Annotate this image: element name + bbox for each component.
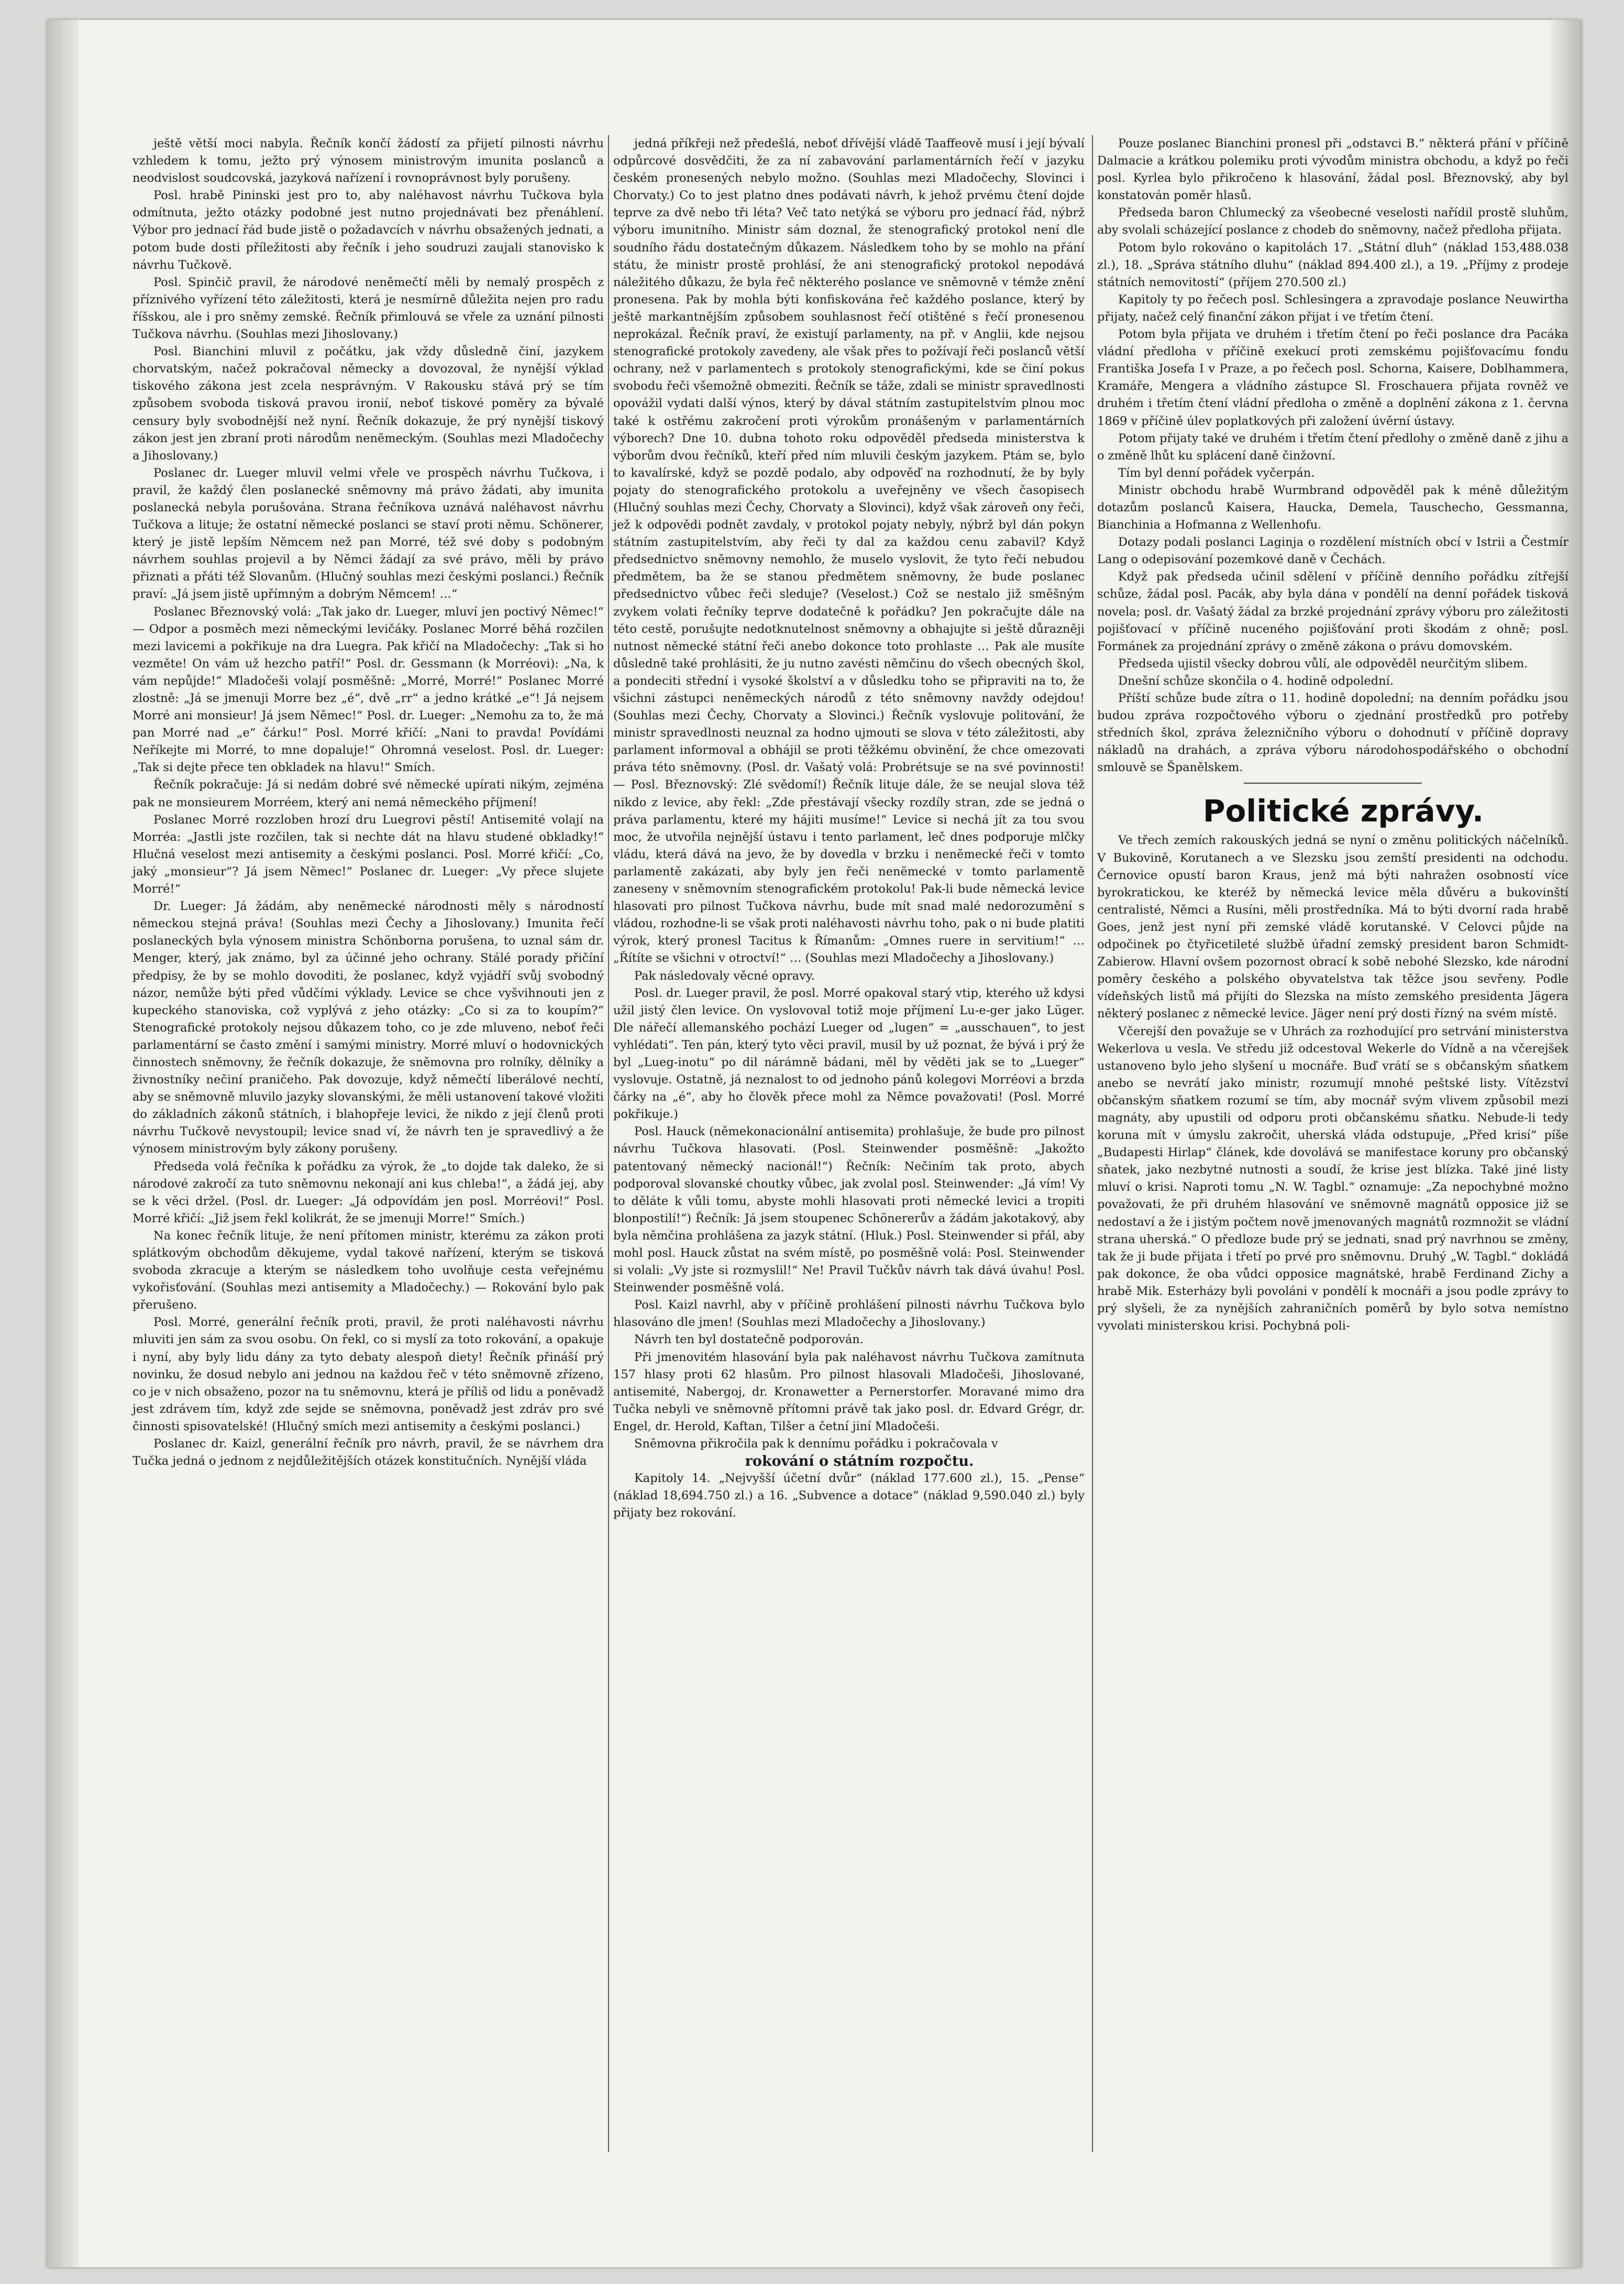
paragraph: Poslanec Březnovský volá: „Tak jako dr. Lueger, mluví jen poctivý Němec!“ — Odpor a posměch mezi německými levičáky. Poslanec Morré běhá rozčilen mezi lavicemi a pokřikuje na dra Luegra. Pak křičí na Mladočechy: „Tak si ho vezměte! On vám už hezcho patří!“ Posl. dr. Gessmann (k Morréovi): „Na, k vám nepůjde!“ Mladočeši volají posměšně: „Morré, Morré!“ Poslanec Morré zlostně: „Já se jmenuji Morre bez „é“, dvě „rr“ a jedno krátké „e“! Já nejsem Morré ani monsieur! Já jsem Němec!“ Posl. dr. Lueger: „Nemohu za to, že má pan Morré nad „e“ čárku!“ Posl. Morré křičí: „Nani to pravda! Povídámi Neříkejte mi Morré, to mne dopaluje!“ Ohromná veselost. Posl. dr. Lueger: „Tak si dejte přece ten obkladek na hlavu!“ Smích. [132, 605, 604, 775]
political-news [1097, 832, 1568, 1335]
paragraph: Posl. Hauck (němekonacionální antisemita) prohlašuje, že bude pro pilnost návrhu Tučkova hlasovati. (Posl. Steinwender posměšně: „Jakožto patentovaný německý nacionál!“) Řečník: Nečiním tak proto, abych podporoval slovanské choutky vůbec, jak zvolal posl. Steinwender: „Já vím! Vy to děláte k vůli tomu, abyste mohli hlasovati proti německé levici a tropiti blonpostilí!“) Řečník: Já jsem stoupenec Schönererův a žádám jakotakový, aby byla němčina prohlášena za jazyk státní. (Hluk.) Posl. Steinwender si přál, aby mohl posl. Hauck zůstat na svém místě, po posměšně volá: Posl. Steinwender si volali: „Vy jste si rozmyslil!“ Ne! Pravil Tučkův návrh tak dává úvahu! Posl. Steinwender posměšně volá. [613, 1125, 1085, 1295]
column-3 [1097, 135, 1568, 1335]
paragraph: Při jmenovitém hlasování byla pak naléhavost návrhu Tučkova zamítnuta 157 hlasy proti 62 hlasům. Pro pilnost hlasovali Mladočeši, Jihoslované, antisemité, Nabergoj, dr. Kronawetter a Pernerstorfer. Moravané mimo dra Tučka nebyli ve sněmovně přítomni právě tak jako posl. dr. Edvard Grégr, dr. Engel, dr. Herold, Kaftan, Tilšer a četní jiní Mladočeši. [613, 1350, 1085, 1433]
paragraph: Pak následovaly věcné opravy. [634, 969, 815, 983]
paragraph: Poslanec dr. Lueger mluvil velmi vřele ve prospěch návrhu Tučkova, i pravil, že každý člen poslanecké sněmovny má právo žádati, aby imunita poslanecká nebyla porušována. Strana řečníkova uznává naléhavost návrhu Tučkova a lituje; že ostatní německé poslanci se staví proti němu. Schönerer, který je jistě lepším Němcem než pan Morré, též své doby s podobným návrhem souhlas projevil a by Němci žádají za své právo, měli by právo přiznati a přáti též Slovanům. (Hlučný souhlas mezi českými poslanci.) Řečník praví: „Já jsem jistě upřímným a dobrým Němcem! …“ [132, 466, 604, 601]
column-rule [1092, 135, 1093, 2152]
paragraph: Potom byla přijata ve druhém i třetím čtení po řeči poslance dra Pacáka vládní předloha v příčině exekucí proti zemskému pojišťovacímu fondu Františka Josefa I v Praze, a po řečech posl. Schorna, Kaisere, Doblhammera, Kramáře, Mengera a vládního zástupce Sl. Froschauera přijata rovněž ve druhém i třetím čtení vládní předloha o změně a doplnění zákona z 1. června 1869 v příčině úlev poplatkových při založení úvěrní ústavy. [1097, 327, 1568, 428]
paragraph: Kapitoly 14. „Nejvyšší účetní dvůr“ (náklad 177.600 zl.), 15. „Pense“ (náklad 18,694.750 zl.) a 16. „Subvence a dotace“ (náklad 9,590.040 zl.) byly přijaty bez rokování. [613, 1472, 1085, 1520]
paragraph: Posl. dr. Lueger pravil, že posl. Morré opakoval starý vtip, kterého už kdysi užil jistý člen levice. On vyslovoval totiž moje příjmení Lu-e-ger jako Lüger. Dle nářečí allemanského pochází Lueger od „lugen“ = „ausschauen“, to jest vyhlédati“. Ten pán, který tyto věci pravil, musil by už poznat, že bývá i prý že byl „Lueg-inotu“ po dil nárámně bádani, měl by věděti jak se to „Lueger“ vyslovuje. Ostatně, já neznalost to od jednoho pánů kolegovi Morréovi a brzda čárky na „é“, aby ho člověk přece mohl za Němce považovati! (Posl. Morré pokřikuje.) [613, 986, 1085, 1122]
paragraph: Potom přijaty také ve druhém i třetím čtení předlohy o změně daně z jihu a o změně lhůt ku splácení daně činžovní. [1097, 431, 1568, 463]
paragraph: Poslanec Morré rozzloben hrozí dru Luegrovi pěstí! Antisemité volají na Morréa: „Jastli jste rozčilen, tak si nechte dát na hlavu studené obkladky!“ Hlučná veselost mezi antisemity a českými poslanci. Posl. Morré křičí: „Co, jaký „monsieur“? Já jsem Němec!“ Poslanec dr. Lueger: „Vy přece slujete Morré!“ [132, 812, 604, 896]
paragraph: Potom bylo rokováno o kapitolách 17. „Státní dluh“ (náklad 153,488.038 zl.), 18. „Správa státního dluhu“ (náklad 894.400 zl.), a 19. „Příjmy z prodeje státních nemovitostí“ (příjem 270.500 zl.) [1097, 240, 1568, 289]
paragraph: Návrh ten byl dostatečně podporován. [634, 1333, 864, 1347]
paragraph: Ministr obchodu hrabě Wurmbrand odpověděl pak k méně důležitým dotazům poslanců Kaisera, Haucka, Demela, Tauschecho, Gessmanna, Bianchinia a Hofmanna z Wellenhofu. [1097, 483, 1568, 532]
column-1 [132, 135, 604, 1470]
section-divider [1244, 783, 1422, 784]
column-2 [613, 135, 1085, 1522]
paragraph: Předseda volá řečníka k pořádku za výrok, že „to dojde tak daleko, že si národové zakročí za tuto sněmovnu nekonají ani kus chleba!“, a žádá jej, aby se k věci držel. (Posl. dr. Lueger: „Já odpovídám jen posl. Morréovi!“ Posl. Morré křičí: „Již jsem řekl kolikrát, že se jmenuji Morre!“ Smích.) [132, 1159, 604, 1225]
paragraph: Dotazy podali poslanci Laginja o rozdělení místních obcí v Istrii a Čestmír Lang o odepisování pozemkové daně v Čechách. [1097, 535, 1568, 567]
paragraph: Posl. Spinčič pravil, že národové neněmečtí měli by nemalý prospěch z příznivého vyřízení této záležitosti, která je nesmírně důležita nejen pro radu říšskou, ale i pro sněmy zemské. Řečník přimlouvá se vřele za uznání pilnosti Tučkova návrhu. (Souhlas mezi Jihoslovany.) [132, 275, 604, 342]
paragraph: Dnešní schůze skončila o 4. hodině odpolední. [1118, 674, 1394, 688]
paragraph: Posl. Morré, generální řečník proti, pravil, že proti naléhavosti návrhu mluviti jen sám za svou osobu. On řekl, co si myslí za toto rokování, a opakuje i nyní, aby byly lidu dány za tyto debaty alespoň diety! Řečník přináší prý novinku, že dosud nebylo ani jednou na každou řeč v této sněmovně zřízeno, co je v nich obsaženo, pozor na tu sněmovnu, která je příliš od lidu a poněvadž jest zdrávem tím, když zde sejde se sněmovna, poněvadž jest zdráv pro své činnosti spisovatelské! (Hlučný smích mezi antisemity a českými poslanci.) [132, 1315, 604, 1433]
paragraph: Předseda baron Chlumecký za všeobecné veselosti nařídil prostě sluhům, aby svolali scházející poslance z chodeb do sněmovny, načež předloha přijata. [1097, 206, 1568, 237]
paragraph: Posl. hrabě Pininski jest pro to, aby naléhavost návrhu Tučkova byla odmítnuta, ježto otázky podobné jest nutno projednávati bez přenáhlení. Výbor pro jednací řád bude jistě o požadavcích v návrhu obsažených jednati, a potom bude dosti příležitosti aby řečník i jeho soudruzi zaujali stanovisko k návrhu Tučkově. [132, 189, 604, 272]
paragraph: Předseda ujistil všecky dobrou vůlí, ale odpověděl neurčitým slibem. [1118, 656, 1528, 671]
paragraph: Dr. Lueger: Já žádám, aby nenĕmecké národnosti měly s národností německou stejná práva! (Souhlas mezi Čechy a Jihoslovany.) Imunita řečí poslaneckých byla výnosem ministra Schönborna porušena, to uznal sám dr. Menger, který, jak známo, byl za účinné jeho ochrany. Stálé porady přičíní předpisy, že by se mohlo dovoditi, že poslanec, když vyjádří svůj svobodný názor, nemůže býti před vůdčími výklady. Levice se chce vyšvihnouti jen z kupeckého stanoviska, což vyplývá z jeho otázky: „Co si za to koupím?“ Stenografické protokoly nejsou důkazem toho, co je zde mluveno, neboť řeči parlamentární se často změní i samými ministry. Morré mluví o hodovnických činnostech sněmovny, že řečník dokazuje, že sněmovna pro rolníky, dělníky a živnostníky nečiní praničeho. Pak dovozuje, když němečtí liberálové nechtí, aby se sněmovně mluvilo jazyky slovanskými, že měli ustanovení takové vložiti do základních zákonů státních, i blahopřeje levici, že nikdo z její členů proti návrhu Tučkově nevystoupil; levice snad ví, že návrh ten je spravedlivý a že výnosem ministrovým byly zákony porušeny. [132, 899, 604, 1156]
paragraph: Když pak předseda učinil sdělení v příčině denního pořádku zítřejší schůze, žádal posl. Pacák, aby byla dána v pondělí na denní pořádek tisková novela; posl. dr. Vašatý žádal za brzké projednání zprávy výboru pro záležitosti pojišťovací v příčině nuceného pojišťování proti škodám z ohně; posl. Formánek za projednání zprávy o změně zákona o právu domovském. [1097, 570, 1568, 653]
paragraph: Posl. Kaizl navrhl, aby v příčině prohlášení pilnosti návrhu Tučkova bylo hlasováno dle jmen! (Souhlas mezi Mladočechy a Jihoslovany.) [613, 1298, 1085, 1330]
paragraph: Poslanec dr. Kaizl, generální řečník pro návrh, pravil, že se návrhem dra Tučka jedná o jednom z nejdůležitějších otázek konstitučních. Nynější vláda [132, 1437, 604, 1468]
paragraph: Kapitoly ty po řečech posl. Schlesingera a zpravodaje poslance Neuwirtha přijaty, načež celý finanční zákon přijat i ve třetím čtení. [1097, 292, 1568, 324]
paragraph: rokování o státním rozpočtu. [745, 1453, 974, 1470]
paragraph: Sněmovna přikročila pak k dennímu pořádku i pokračovala v [634, 1437, 998, 1451]
scan-shadow-left [47, 20, 79, 2267]
newspaper-page [47, 20, 1582, 2267]
paragraph: ještě větší moci nabyla. Řečník končí žádostí za přijetí pilnosti návrhu vzhledem k tomu, ježto prý výnosem ministrovým imunita poslanců a neodvislost soudcovská, jazyková nařízení i rovnoprávnost byly porušeny. [132, 137, 604, 185]
parliament-report-continuation [1097, 135, 1568, 776]
paragraph: Příští schůze bude zítra o 11. hodině dopolední; na denním pořádku jsou budou zpráva rozpočtového výboru o zjednání prostředků pro potřeby středních škol, zpráva železničního výboru o dohodnutí v příčině dopravy nákladů na drahách, a zpráva výboru národohospodářského o obchodní smlouvě se Španělskem. [1097, 691, 1568, 775]
paragraph: Pouze poslanec Bianchini pronesl při „odstavci B.“ některá přání v příčině Dalmacie a krátkou polemiku proti vývodům ministra obchodu, a když po řeči posl. Kyrlea bylo přikročeno k hlasování, žádal posl. Březnovský, aby byl konstatován poměr hlasů. [1097, 137, 1568, 203]
column-rule [608, 135, 609, 2152]
paragraph: Posl. Bianchini mluvil z počátku, jak vždy důsledně činí, jazykem chorvatským, načež pokračoval německy a dovozoval, že nynější výklad tiskového zákona jest zcela nesprávným. V Rakousku stává prý se tím způsobem svoboda tisková pravou ironií, neboť tiskové poměry za bývalé censury byly svobodnější než nyní. Řečník dokazuje, že prý nynější tiskový zákon jest jen zbraní proti národům nenĕmeckým. (Souhlas mezi Mladočechy a Jihoslovany.) [132, 345, 604, 463]
paragraph: Tím byl denní pořádek vyčerpán. [1118, 466, 1315, 480]
paragraph: Ve třech zemích rakouských jedná se nyní o změnu politických náčelníků. V Bukovině, Korutanech a ve Slezsku jsou zemští presidenti na odchodu. Černovice opustí baron Kraus, jenž má býti nahražen osobností více byrokratickou, ke kteréž by německá levice měla důvěru a bukovinští centralisté, Němci a Rusíni, měli prostředníka. Má to býti dvorní rada hrabě Goes, jenž jest nyní při zemské vládě korutanské. V Celovci půjde na odpočinek po čtyřicetileté službě úřadní zemský president baron Schmidt-Zabierow. Hlavní ovšem pozornost obrací k sobě nebohé Slezsko, kde národní poměry českého a polského obyvatelstva tak těžce jsou sevřeny. Podle vídeňských listů má přijíti do Slezska na místo zemského presidenta Jägera některý poslanec z německé levice. Jäger není prý dosti řízný na svém místě. [1097, 833, 1568, 1021]
paragraph: Včerejší den považuje se v Uhrách za rozhodující pro setrvání ministerstva Wekerlova u vesla. Ve středu již odcestoval Wekerle do Vídně a na včerejšek ustanoveno bylo jeho slyšení u mocnáře. Buď vrátí se s občanským sňatkem anebo se nevrátí jako ministr, rozumují mnohé peštské listy. Vítězství občanským sňatkem rozumí se tím, aby mocnář svým vlivem způsobil mezi magnáty, aby upustili od odporu proti občanskému sňatku. Nebude-li tedy koruna mít v úmyslu zakročit, uherská vláda odstupuje, „Před krisí“ píše „Budapesti Hirlap“ článek, kde dovolává se manifestace koruny pro občanský sňatek, jako nezbytné nutnosti a soudí, že krise jest blízka. Také jiné listy mluví o krisi. Naproti tomu „N. W. Tagbl.“ oznamuje: „Za nepochybné možno považovati, že při druhém hlasování ve sněmovně magnátů opposice již se nedostaví a že i jistým počtem nově jmenovaných magnátů rozmnožit se vládní strana uherská.“ O předloze bude prý se jednati, snad prý navrhnou se změny, tak že ji bude přijata i třetí po prvé pro sněmovnu. Druhý „W. Tagbl.“ dokládá pak dokonce, že oba vůdci opposice magnátské, hrabě Ferdinand Zichy a hrabě Mik. Esterházy byli povoláni v pondělí k mocnáři a jsou podle zprávy to prý slyšeli, že za nynějších zahraničních poměrů by bylo sotva nemístno vyvolati ministerskou krisi. Pochybná poli- [1097, 1024, 1568, 1333]
paragraph: Na konec řečník lituje, že není přítomen ministr, kterému za zákon proti splátkovým obchodům děkujeme, vydal takové nařízení, kterým se tisková svoboda zkracuje a kterým se následkem toho uvolňuje cesta veřejnému vykořisťování. (Souhlas mezi antisemity a Mladočechy.) — Rokování bylo pak přerušeno. [132, 1228, 604, 1312]
section-heading: Politické zprávy. [1203, 793, 1484, 829]
paragraph: jedná příkřeji než předešlá, neboť dřívější vládě Taaffeově musí i její bývalí odpůrcové dosvědčiti, že za ní zabavování parlamentárních řečí v jazyku českém pronesených nebylo možno. (Souhlas mezi Mladočechy, Slovinci i Chorvaty.) Co to jest platno dnes podávati návrh, k jehož prvému čtení dojde teprve za dvě nebo tři léta? Več tato netýká se výboru pro jednací řád, nýbrž výboru imunitního. Ministr sám doznal, že stenografický protokol není dle soudního řádu dostatečným důkazem. Následkem toho by se mohlo na přání státu, že ministr prostě prohlásí, že ani stenografický protokol nepodává náležitého důkazu, že byla řeč některého poslance ve sněmovně v témže znění pronesena. Pak by mohla býti konfiskována řeč každého poslance, který by ještě markantnějším způsobem souhlasnost řečí otištěné s řečí pronesenou neprokázal. Řečník praví, že existují parlamenty, na př. v Anglii, kde nejsou stenografické protokoly zavedeny, ale však přes to požívají řeči poslanců větší ochrany, než v parlamentech s protokoly stenografickými, kde se činí pokus svobodu řeči všemožně obmeziti. Řečník se táže, zdali se ministr spravedlnosti opovážil vydati další výnos, který by dával státním zastupitelstvím plnou moc také k ostřému zakročení proti výrokům pronášeným v parlamentárních výborech? Dne 10. dubna tohoto roku odpověděl předseda ministerstva k výborům dvou řečníků, kteří před ním mluvili českým jazykem. Ptám se, bylo to kavalírské, když se pozdě podalo, aby odpověď na rozhodnutí, že by byly pojaty do stenografického protokolu a uveřejněny ve všech časopisech (Hlučný souhlas mezi Čechy, Chorvaty a Slovinci), když však zároveň ony řeči, jež k odpovědi podnět zavdaly, v protokol pojaty nebyly, nýbrž byl dán pokyn státním zastupitelstvím, aby řeči ty dal za každou cenu zabavil? Když předsednictvo sněmovny nemohlo, že muselo vyslovit, že tyto řeči nebudou předmětem, ba že se stanou předmětem sněmovny, že bude poslanec předsednictvo vůbec řeči sleduje? (Veselost.) Což se nestalo již směšným zvykem volati řečníky teprve dodatečně k pořádku? Jen pokračujte dále na této cestě, porušujte nedotknutelnost sněmovny a obhajujte si ještě důrazněji nutnost německé státní řeči anebo dokonce toto prohlaste … Pak ale musíte důsledně také prohlásiti, že ju nutno zavésti němčinu do všech obecných škol, a pondeciti střední i vysoké školství a v důsledku toho se připraviti na to, že všichni zástupci nenĕmeckých národů z této sněmovny navždy odejdou! (Souhlas mezi Čechy, Chorvaty a Slovinci.) Řečník vyslovuje politování, že ministr spravedlnosti neuznal za hodno ujmouti se slova v této záležitosti, aby parlament informoval a obhájil se proti těžkému obvinění, že chce omezovati práva této sněmovny. (Posl. dr. Vašatý volá: Probrétsuje se na své povinnosti! — Posl. Březnovský: Zlé svědomí!) Řečník lituje dále, že se neujal slova též nikdo z levice, aby řekl: „Zde přestávají všecky rozdíly stran, zde se jedná o práva parlamentu, které my hájiti musíme!“ Levice si nechá jít za tou svou moc, že utvořila nejnější ústavu i tento parlament, leč dnes podporuje mlčky vládu, která dává na jevo, že by dovedla v brzku i nenĕmecké řeči v tomto parlamentě zakázati, aby byly jen řeči nenĕmecké v tomto parlamentě zaneseny v sněmovním stenografickém protokolu! Pak-li bude německá levice hlasovati pro pilnost Tučkova návrhu, bude mít snad malé nedorozumění s vládou, rozhodne-li se však proti naléhavosti návrhu toho, pak o ni bude platiti výrok, který pronesl Tacitus k Římanům: „Omnes ruere in servitium!“ … „Řítíte se všichni v otroctví!“ … (Souhlas mezi Mladočechy a Jihoslovany.) [613, 137, 1085, 965]
paragraph: Řečník pokračuje: Já si nedám dobré své německé upírati nikým, zejména pak ne monsieurem Morréem, který ani nemá německého příjmení! [132, 778, 604, 809]
